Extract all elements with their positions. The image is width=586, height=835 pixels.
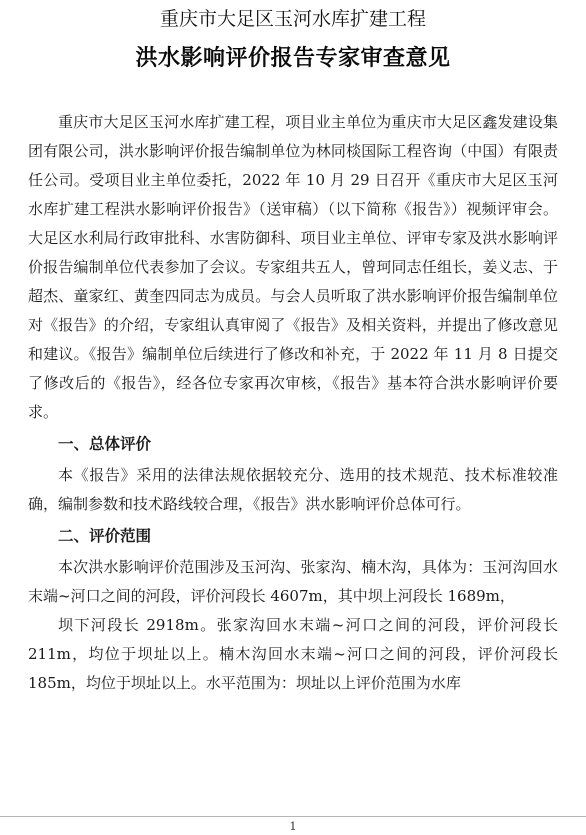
document-subtitle: 洪水影响评价报告专家审查意见 <box>135 46 451 71</box>
overall-evaluation-paragraph: 本《报告》采用的法律法规依据较充分、选用的技术规范、技术标准较准确，编制参数和技术路线较合理，《报告》洪水影响评价总体可行。 <box>28 466 558 513</box>
document-body <box>28 108 558 698</box>
evaluation-scope-paragraph-continued: 坝下河段长 2918m。张家沟回水末端~河口之间的河段，评价河段长 211m，均位于坝址以上。楠木沟回水末端~河口之间的河段，评价河段长 185m，均位于坝址以上。水平范围为：坝址以上评价范围为水库 <box>28 616 558 692</box>
document-title: 重庆市大足区玉河水库扩建工程 <box>159 8 426 30</box>
section-heading-evaluation-scope: 二、评价范围 <box>58 527 152 545</box>
evaluation-scope-paragraph: 本次洪水影响评价范围涉及玉河沟、张家沟、楠木沟，具体为：玉河沟回水末端~河口之间的河段，评价河段长 4607m，其中坝上河段长 1689m， <box>28 558 558 605</box>
footer-divider <box>0 816 586 817</box>
section-heading-overall-evaluation: 一、总体评价 <box>58 435 152 453</box>
page-number: 1 <box>289 820 297 833</box>
intro-paragraph: 重庆市大足区玉河水库扩建工程，项目业主单位为重庆市大足区鑫发建设集团有限公司，洪水影响评价报告编制单位为林同棪国际工程咨询（中国）有限责任公司。受项目业主单位委托，2022 年 10 月 29 日召开《重庆市大足区玉河水库扩建工程洪水影响评价报告》（送审稿）（以下简称《报告》）视频评审会。大足区水利局行政审批科、水害防御科、项目业主单位、评审专家及洪水影响评价报告编制单位代表参加了会议。专家组共五人，曾珂同志任组长，姜义志、于超杰、童家红、黄奎四同志为成员。与会人员听取了洪水影响评价报告编制单位对《报告》的介绍，专家组认真审阅了《报告》及相关资料，并提出了修改意见和建议。《报告》编制单位后续进行了修改和补充，于 2022 年 11 月 8 日提交了修改后的《报告》，经各位专家再次审核，《报告》基本符合洪水影响评价要求。 <box>28 113 558 421</box>
